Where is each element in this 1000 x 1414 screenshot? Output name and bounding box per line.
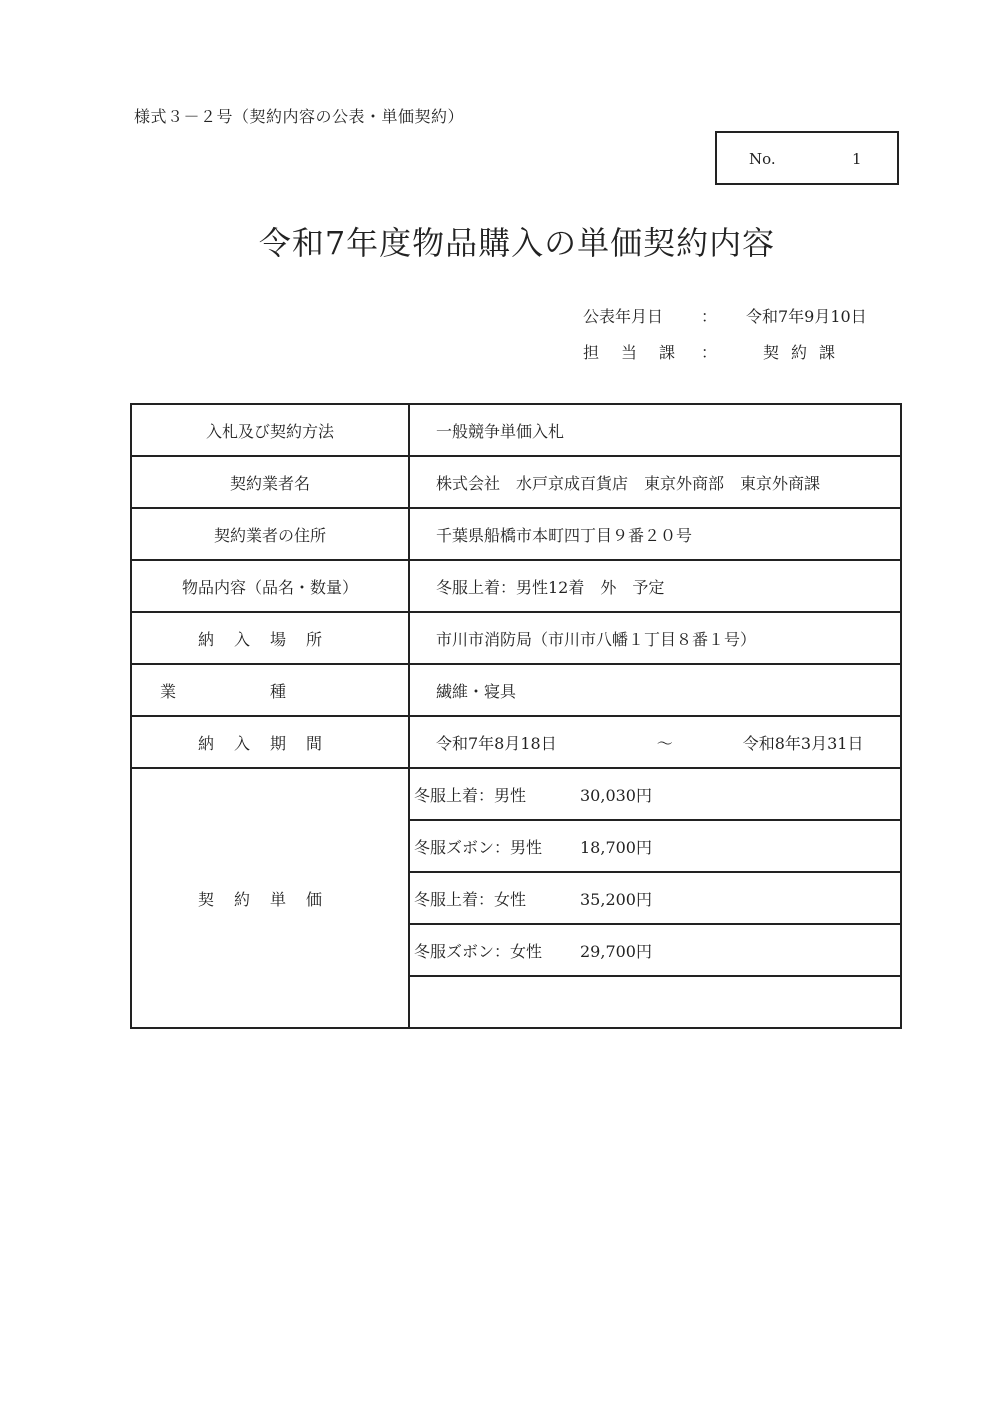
- table-row-delivery-place: [131, 612, 901, 664]
- address-label: 契約業者の住所: [131, 508, 409, 560]
- publish-date-colon: ：: [701, 307, 718, 326]
- publish-date-value: 令和7年9月10日: [746, 307, 867, 326]
- unit-price-item-name: 冬服ズボン：男性: [414, 837, 543, 857]
- unit-price-item-price: 35,200円: [580, 889, 652, 909]
- industry-label: 業種: [131, 664, 409, 716]
- unit-price-item: [409, 768, 901, 820]
- table-row-unit-price-1: [131, 768, 901, 820]
- table-row-contractor: [131, 456, 901, 508]
- unit-price-item-price: 29,700円: [580, 941, 652, 961]
- table-row-delivery-period: [131, 716, 901, 768]
- unit-price-item-name: 冬服上着：男性: [414, 785, 527, 805]
- contractor-value: 株式会社 水戸京成百貨店 東京外商部 東京外商課: [409, 456, 901, 508]
- contractor-label: 契約業者名: [131, 456, 409, 508]
- delivery-period-end: 令和8年3月31日: [742, 733, 864, 753]
- delivery-period-start: 令和7年8月18日: [436, 733, 557, 753]
- items-value: 冬服上着：男性12着 外 予定: [409, 560, 901, 612]
- delivery-period-value: [409, 716, 901, 768]
- form-number: 様式３－２号（契約内容の公表・単価契約）: [134, 107, 465, 126]
- method-label: 入札及び契約方法: [131, 404, 409, 456]
- publish-date-label: 公表年月日: [583, 307, 664, 326]
- table-row-method: [131, 404, 901, 456]
- method-value: 一般競争単価入札: [409, 404, 901, 456]
- contract-table: [130, 403, 902, 1029]
- unit-price-item: [409, 820, 901, 872]
- unit-price-item-price: 18,700円: [580, 837, 652, 857]
- department-label: 担当課: [583, 343, 698, 362]
- table-row-industry: [131, 664, 901, 716]
- department-value: 契約課: [763, 343, 848, 362]
- table-row-items: [131, 560, 901, 612]
- unit-price-label: 契約単価: [131, 768, 409, 1028]
- delivery-period-label: 納入期間: [131, 716, 409, 768]
- items-label: 物品内容（品名・数量）: [131, 560, 409, 612]
- number-label: No.: [749, 150, 776, 168]
- unit-price-item: [409, 872, 901, 924]
- unit-price-item: [409, 924, 901, 976]
- unit-price-item-name: 冬服ズボン：女性: [414, 941, 543, 961]
- unit-price-item-name: 冬服上着：女性: [414, 889, 527, 909]
- table-row-address: [131, 508, 901, 560]
- address-value: 千葉県船橋市本町四丁目９番２０号: [409, 508, 901, 560]
- number-box: [715, 131, 899, 185]
- unit-price-item-price: 30,030円: [580, 785, 652, 805]
- delivery-period-separator: ～: [656, 733, 673, 753]
- delivery-place-value: 市川市消防局（市川市八幡１丁目８番１号）: [409, 612, 901, 664]
- unit-price-empty-cell: [409, 976, 901, 1028]
- industry-value: 繊維・寝具: [409, 664, 901, 716]
- number-value: 1: [852, 150, 862, 168]
- document-title: 令和7年度物品購入の単価契約内容: [258, 224, 776, 262]
- department-colon: ：: [701, 343, 718, 362]
- delivery-place-label: 納入場所: [131, 612, 409, 664]
